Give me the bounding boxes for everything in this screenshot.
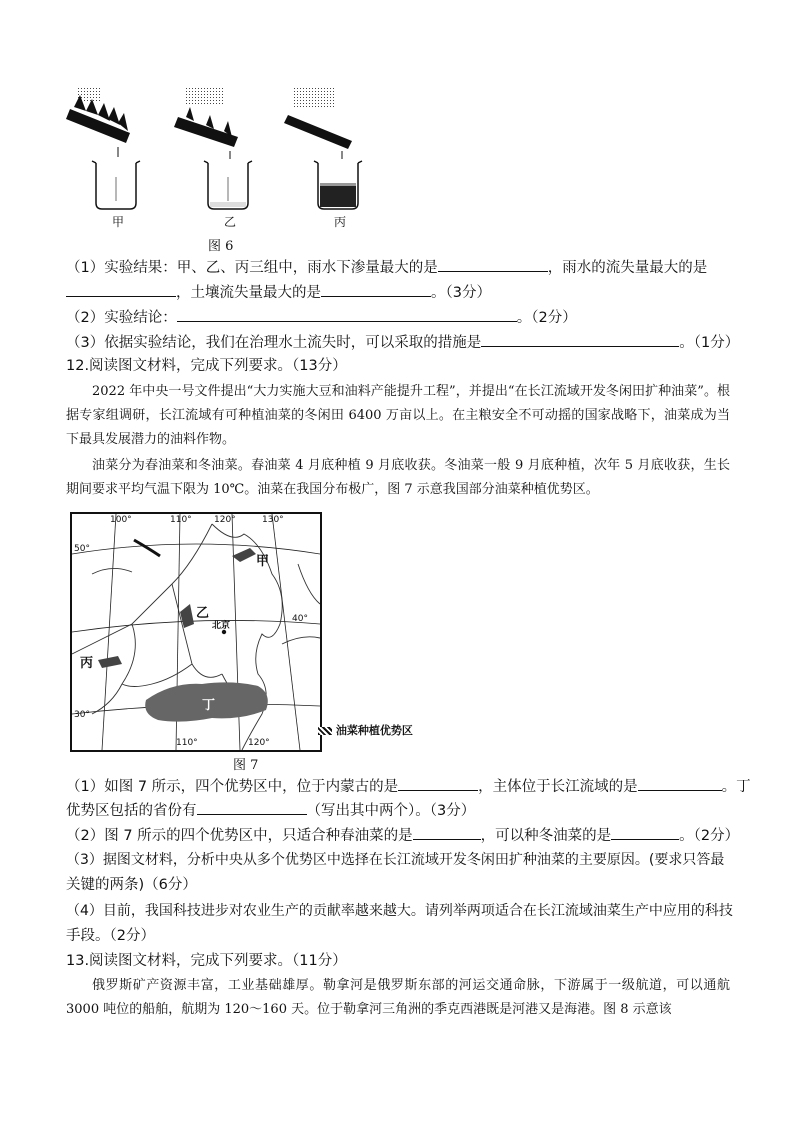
answer-blank[interactable] [413, 824, 481, 840]
q12-part3-line2: 关键的两条)（6分） [66, 877, 197, 893]
lat-label-50: 50° [74, 544, 90, 554]
region-jia [232, 548, 256, 562]
map-drawing [72, 514, 320, 750]
answer-blank[interactable] [481, 331, 679, 347]
figure-6 [60, 85, 380, 254]
answer-blank[interactable] [438, 256, 548, 272]
legend-label: 油菜种植优势区 [335, 724, 413, 737]
figure-6-caption: 图 6 [208, 239, 234, 254]
lon-label-bottom-110: 110° [176, 738, 198, 748]
lon-label-100: 100° [110, 515, 132, 525]
answer-blank[interactable] [197, 799, 307, 815]
answer-blank[interactable] [66, 281, 176, 297]
rain-drops [78, 87, 336, 109]
slope-jia [66, 95, 130, 143]
lake-baikal [134, 540, 160, 556]
answer-blank[interactable] [611, 824, 679, 840]
city-label-beijing: 北京 [212, 621, 231, 631]
region-label-ding: 丁 [202, 698, 216, 713]
q12-part3-line1: （3）据图文材料，分析中央从多个优势区中选择在长江流域开发冬闲田扩种油菜的主要原因。(要求只答最 [66, 852, 725, 868]
legend-swatch-icon [318, 727, 332, 735]
lon-label-bottom-120: 120° [248, 738, 270, 748]
lon-label-120: 120° [214, 515, 236, 525]
figure-6-drawing [60, 85, 380, 235]
q12-paragraph-1: 2022 年中央一号文件提出“大力实施大豆和油料产能提升工程”，并提出“在长江流域开发冬闲田扩种油菜”。根据专家组调研，长江流域有可种植油菜的冬闲田 6400 万亩以上。在主粮安全不可动摇的国家战略下，油菜成为当下最具发展潜力的油料作物。 [66, 384, 730, 447]
q12-paragraph-2: 油菜分为春油菜和冬油菜。春油菜 4 月底种植 9 月底收获。冬油菜一般 9 月底种植，次年 5 月底收获，生长期间要求平均气温下限为 10℃。油菜在我国分布极广，图 7 示意我国部分油菜种植优势区。 [66, 458, 730, 497]
q11-part1-line2: ，土壤流失量最大的是 。（3分） [66, 281, 491, 304]
lat-label-40: 40° [292, 614, 308, 624]
answer-blank[interactable] [177, 306, 517, 322]
lat-label-30: 30° [74, 710, 90, 720]
beaker-label-jia: 甲 [112, 215, 125, 229]
answer-blank[interactable] [638, 775, 722, 791]
slope-yi [174, 107, 238, 147]
beaker-jia [92, 161, 140, 209]
advantage-regions [98, 548, 268, 722]
q12-part1-line1: （1）如图 7 所示，四个优势区中，位于内蒙古的是 ，主体位于长江流域的是 。丁 [66, 775, 751, 798]
q11-part2: （2）实验结论： 。（2分） [66, 306, 577, 329]
beaker-label-yi: 乙 [224, 215, 237, 229]
lon-label-110: 110° [170, 515, 192, 525]
region-label-jia: 甲 [256, 554, 270, 569]
q11-part1-line1: （1）实验结果：甲、乙、丙三组中，雨水下渗量最大的是 ，雨水的流失量最大的是 [66, 256, 707, 279]
slope-bing [284, 115, 352, 149]
beaker-bing [314, 161, 362, 209]
q12-part4-line2: 手段。（2分） [66, 928, 155, 944]
beaker-label-bing: 丙 [334, 215, 347, 229]
region-bing [98, 656, 122, 668]
figure-7-map [70, 512, 322, 752]
answer-blank[interactable] [398, 775, 478, 791]
q13-title: 13.阅读图文材料，完成下列要求。（11分） [66, 953, 347, 969]
lon-label-130: 130° [262, 515, 284, 525]
q12-part4-line1: （4）目前，我国科技进步对农业生产的贡献率越来越大。请列举两项适合在长江流域油菜生产中应用的科技 [66, 903, 733, 919]
q11-part3: （3）依据实验结论，我们在治理水土流失时，可以采取的措施是 。（1分） [66, 331, 739, 354]
region-label-yi: 乙 [196, 606, 210, 621]
beaker-yi [204, 161, 252, 209]
region-label-bing: 丙 [80, 656, 94, 671]
figure-7-caption: 图 7 [233, 758, 259, 773]
q12-part2: （2）图 7 所示的四个优势区中，只适合种春油菜的是 ，可以种冬油菜的是 。（2分） [66, 824, 739, 847]
q12-title: 12.阅读图文材料，完成下列要求。（13分） [66, 358, 347, 374]
answer-blank[interactable] [321, 281, 431, 297]
q13-paragraph-1: 俄罗斯矿产资源丰富，工业基础雄厚。勒拿河是俄罗斯东部的河运交通命脉，下游属于一级航道，可以通航 3000 吨位的船舶，航期为 120～160 天。位于勒拿河三角洲的季克西港既是河港又是海港。图 8 示意该 [66, 978, 730, 1017]
q12-part1-line2: 优势区包括的省份有 （写出其中两个）。（3分） [66, 799, 475, 822]
map-legend [318, 722, 413, 738]
